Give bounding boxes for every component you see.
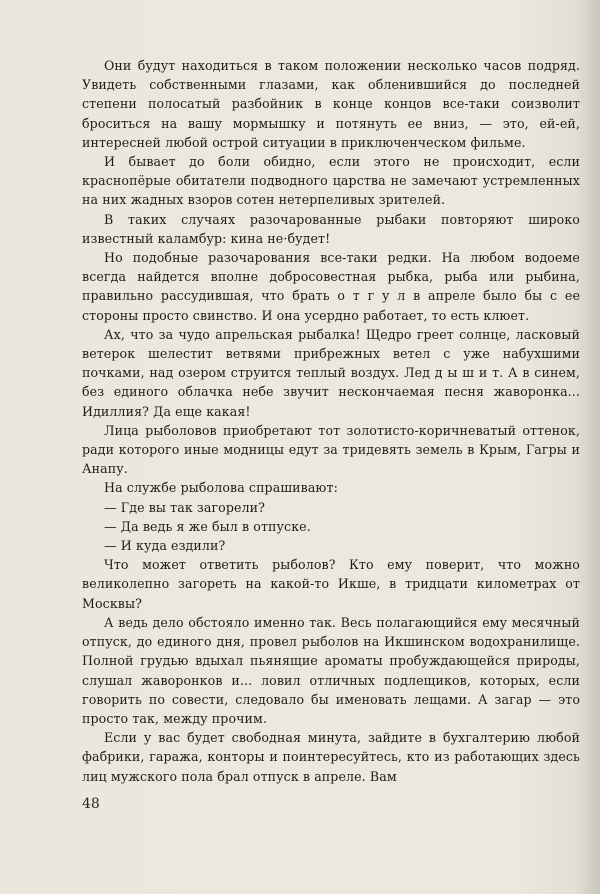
paragraph: Они будут находиться в таком положении несколько часов подряд. Увидеть собственными глазами, как обленившийся до последней степени полосатый разбойник в конце концов все-таки соизволит броситься на вашу мормышку и потянуть ее вниз, — это, ей-ей, интересней любой острой ситуации в приключенческом фильме. bbox=[82, 58, 580, 150]
dialog-line: — Да ведь я же был в отпуске. bbox=[104, 518, 311, 534]
dialog-line: — И куда ездили? bbox=[104, 538, 226, 554]
paragraph: А ведь дело обстояло именно так. Весь полагающийся ему месячный отпуск, до единого дня, провел рыболов на Икшинском водохранилище. Полной грудью вдыхал пьянящие ароматы пробуждающейся природы, слушал жаворонков и... ловил отличных подлещиков, которых, если говорить по совести, следовало бы именовать лещами. А загар — это просто так, между прочим. bbox=[82, 614, 580, 726]
paragraph: И бывает до боли обидно, если этого не происходит, если краснопёрые обитатели подводного царства не замечают устремленных на них жадных взоров сотен нетерпеливых зрителей. bbox=[82, 154, 580, 208]
dialog-line: — Где вы так загорели? bbox=[104, 499, 266, 515]
paragraph: Ах, что за чудо апрельская рыбалка! Щедро греет солнце, ласковый ветерок шелестит ветвями прибрежных ветел с уже набухшими почками, над озером струится теплый воздух. Лед д ы ш и т. А в синем, без единого облачка небе звучит нескончаемая песня жаворонка... Идиллия? Да еще какая! bbox=[82, 326, 580, 419]
paragraph: Лица рыболовов приобретают тот золотисто-коричневатый оттенок, ради которого иные модницы едут за тридевять земель в Крым, Гагры и Анапу. bbox=[82, 422, 580, 477]
paragraph: В таких случаях разочарованные рыбаки повторяют широко известный каламбур: кина не·будет! bbox=[82, 211, 580, 246]
paragraph: Если у вас будет свободная минута, зайдите в бухгалтерию любой фабрики, гаража, конторы и поинтересуйтесь, кто из работающих здесь лиц мужского пола брал отпуск в апреле. Вам bbox=[82, 730, 580, 784]
page-body-text bbox=[82, 56, 580, 786]
paragraph: Но подобные разочарования все-таки редки. На любом водоеме всегда найдется вполне добросовестная рыбка, рыба или рыбина, правильно рассудившая, что брать о т г у л в апреле было бы с ее стороны просто свинство. И она усердно работает, то есть клюет. bbox=[82, 250, 580, 323]
paragraph: Что может ответить рыболов? Кто ему поверит, что можно великолепно загореть на какой-то Икше, в тридцати километрах от Москвы? bbox=[82, 557, 580, 611]
page-number: 48 bbox=[82, 796, 100, 812]
paragraph: На службе рыболова спрашивают: bbox=[104, 480, 338, 496]
